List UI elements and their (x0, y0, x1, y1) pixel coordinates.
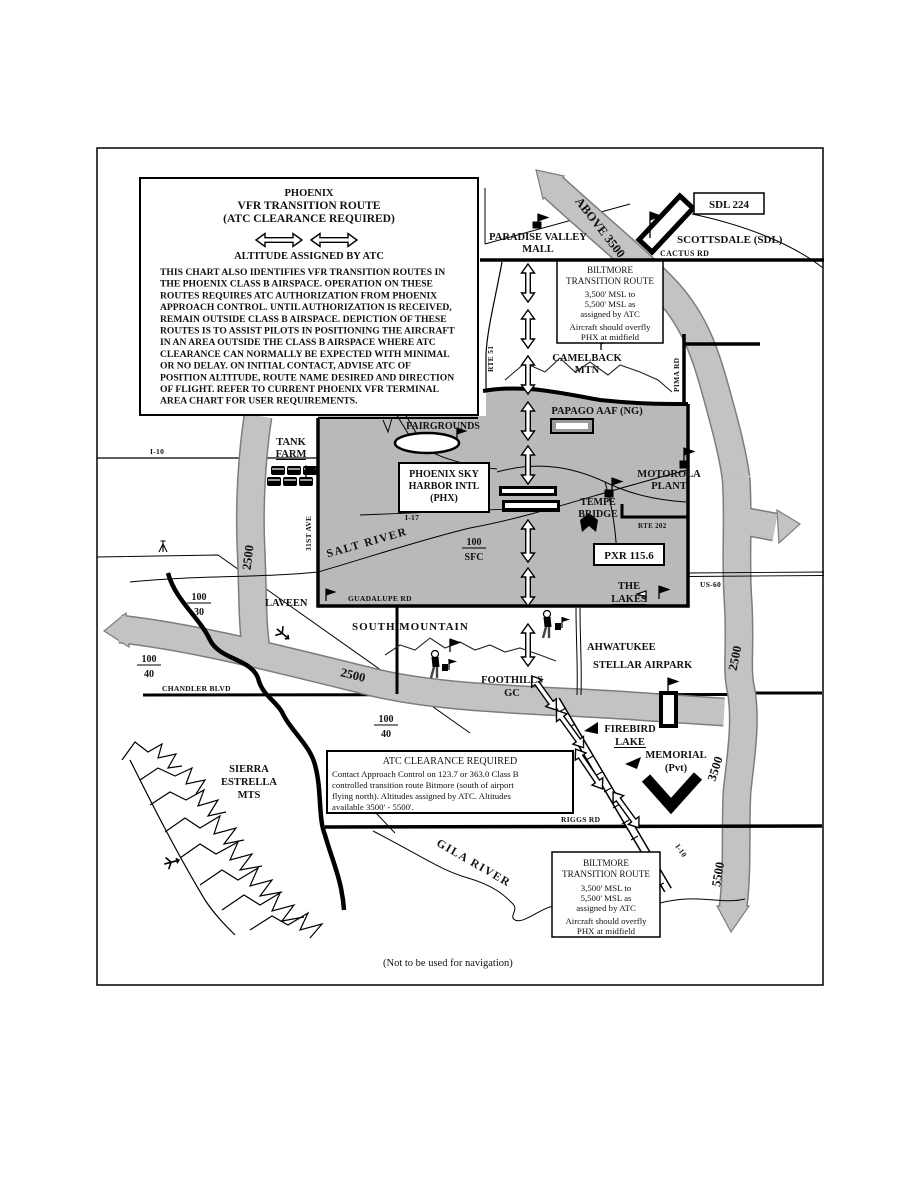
label-fairgrounds: FAIRGROUNDS (406, 421, 480, 432)
label-sierra1: SIERRA (229, 764, 269, 775)
label-ahwatukee: AHWATUKEE (587, 642, 656, 653)
label-100: 100 (466, 537, 482, 548)
label-rte51: RTE 51 (486, 345, 495, 372)
label-30: 30 (194, 607, 204, 618)
biltmore-alt3: assigned by ATC (576, 903, 636, 913)
label-100: 100 (141, 654, 157, 665)
label-gila-river: GILA RIVER (434, 837, 513, 890)
info-line: ROUTES IS TO ASSIST PILOTS IN POSITIONING THE AIRCRAFT (160, 325, 455, 337)
label-phx2: HARBOR INTL (408, 481, 480, 492)
atc-line: flying north). Altitudes assigned by ATC. Altitudes (332, 791, 511, 801)
label-guadalupe: GUADALUPE RD (348, 594, 412, 603)
label-100: 100 (191, 592, 207, 603)
label-paradise2: MALL (522, 244, 554, 255)
label-phx1: PHOENIX SKY (409, 469, 479, 480)
label-5500: 5500 (708, 860, 728, 888)
label-phx3: (PHX) (430, 493, 458, 504)
label-sfc: SFC (464, 552, 484, 563)
class-b-area (318, 386, 688, 607)
label-sdl224: SDL 224 (708, 199, 750, 211)
label-memorial2: (Pvt) (664, 763, 688, 774)
info-title1: PHOENIX (284, 188, 334, 199)
label-paradise1: PARADISE VALLEY (489, 232, 587, 243)
biltmore-alt1: 3,500' MSL to (580, 883, 632, 893)
label-tank1: TANK (276, 437, 306, 448)
info-line: REMAIN OUTSIDE CLASS B AIRSPACE. DEPICTION OF THESE (160, 313, 447, 325)
biltmore-note1: Aircraft should overfly (565, 916, 647, 926)
label-tempe1: TEMPE (580, 497, 616, 508)
label-south-mountain: SOUTH MOUNTAIN (352, 621, 469, 633)
label-riggs: RIGGS RD (561, 815, 601, 824)
info-line: OR NO DELAY. ON INITIAL CONTACT, ADVISE ATC OF (160, 360, 411, 372)
atc-line: Contact Approach Control on 123.7 or 363.0 Class B (332, 769, 519, 779)
biltmore-alt3: assigned by ATC (580, 309, 640, 319)
label-i17: I-17 (405, 513, 420, 522)
label-camelback1: CAMELBACK (552, 353, 622, 364)
label-tank2: FARM (275, 449, 307, 460)
atc-title: ATC CLEARANCE REQUIRED (382, 756, 518, 767)
info-line: APPROACH CONTROL. UNTIL AUTHORIZATION IS RECEIVED, (160, 302, 452, 314)
label-i10-bottom: I-10 (673, 842, 689, 859)
biltmore-line2: TRANSITION ROUTE (565, 276, 655, 286)
label-i10-top: I-10 (150, 447, 165, 456)
label-foothills2: GC (504, 688, 520, 699)
label-lakes2: LAKES (611, 594, 647, 605)
label-firebird2: LAKE (615, 737, 645, 748)
info-title2: VFR TRANSITION ROUTE (237, 200, 381, 212)
info-line: OF FLIGHT. REFER TO CURRENT PHOENIX VFR TERMINAL (160, 384, 439, 395)
label-camelback2: MTN (574, 365, 600, 376)
info-line: THE PHOENIX CLASS B AIRSPACE. OPERATION ON THESE (160, 278, 433, 290)
biltmore-alt2: 5,500' MSL as (584, 299, 636, 309)
label-2500-left: 2500 (239, 544, 257, 571)
label-40: 40 (144, 669, 154, 680)
label-salt-river: SALT RIVER (325, 525, 410, 561)
info-line: IN AN AREA OUTSIDE THE CLASS B AIRSPACE WHERE ATC (160, 337, 436, 349)
info-line: POSITION ALTITUDE, ROUTE NAME DESIRED AND DIRECTION (160, 372, 455, 384)
label-tempe2: BRIDGE (578, 509, 618, 520)
label-2500-mid: 2500 (339, 665, 367, 685)
label-stellar: STELLAR AIRPARK (593, 660, 693, 671)
legend-caption: ALTITUDE ASSIGNED BY ATC (234, 251, 384, 262)
label-100: 100 (378, 714, 394, 725)
label-40: 40 (381, 729, 391, 740)
label-scottsdale: SCOTTSDALE (SDL) (677, 234, 783, 246)
fairgrounds-track-icon (395, 433, 459, 453)
info-line: ROUTES REQUIRES ATC AUTHORIZATION FROM PHOENIX (160, 290, 438, 302)
biltmore-note1: Aircraft should overfly (569, 322, 651, 332)
label-above3500: ABOVE 3500 (572, 194, 629, 261)
label-31st-ave: 31ST AVE (304, 515, 313, 551)
label-motorola1: MOTOROLA (637, 469, 701, 480)
papago-runway-icon (551, 419, 593, 433)
label-pima-rd: PIMA RD (672, 357, 681, 392)
label-laveen: LAVEEN (265, 598, 308, 609)
stellar-runway-icon (661, 693, 676, 726)
label-3500: 3500 (704, 754, 726, 783)
info-line: CLEARANCE CAN NORMALLY BE EXPECTED WITH MINIMAL (160, 348, 450, 360)
info-title3: (ATC CLEARANCE REQUIRED) (223, 213, 395, 225)
biltmore-note2: PHX at midfield (576, 926, 636, 936)
biltmore-alt1: 3,500' MSL to (584, 289, 636, 299)
biltmore-line1: BILTMORE (586, 265, 634, 275)
label-foothills1: FOOTHILLS (481, 675, 543, 686)
label-chandler: CHANDLER BLVD (162, 684, 231, 693)
biltmore-line2: TRANSITION ROUTE (561, 869, 651, 879)
label-rte202: RTE 202 (638, 522, 667, 530)
label-2500-right: 2500 (725, 644, 745, 672)
label-motorola2: PLANT (651, 481, 687, 492)
label-pxr: PXR 115.6 (604, 550, 654, 562)
footer-note: (Not to be used for navigation) (383, 958, 513, 969)
info-line: AREA CHART FOR USER REQUIREMENTS. (160, 395, 358, 407)
label-us60: US-60 (700, 580, 722, 589)
label-sierra3: MTS (237, 790, 261, 801)
biltmore-note2: PHX at midfield (580, 332, 640, 342)
atc-line: available 3500' - 5500'. (332, 802, 414, 812)
label-lakes1: THE (617, 581, 641, 592)
atc-line: controlled transition route Bitmore (south of airport (332, 780, 514, 790)
biltmore-alt2: 5,500' MSL as (580, 893, 632, 903)
biltmore-line1: BILTMORE (582, 858, 630, 868)
label-papago: PAPAGO AAF (NG) (551, 406, 643, 417)
info-body (160, 267, 455, 407)
label-memorial1: MEMORIAL (645, 750, 707, 761)
info-line: THIS CHART ALSO IDENTIFIES VFR TRANSITION ROUTES IN (160, 267, 446, 278)
label-sierra2: ESTRELLA (220, 777, 278, 788)
label-cactus-rd: CACTUS RD (660, 249, 710, 258)
label-firebird1: FIREBIRD (604, 724, 656, 735)
